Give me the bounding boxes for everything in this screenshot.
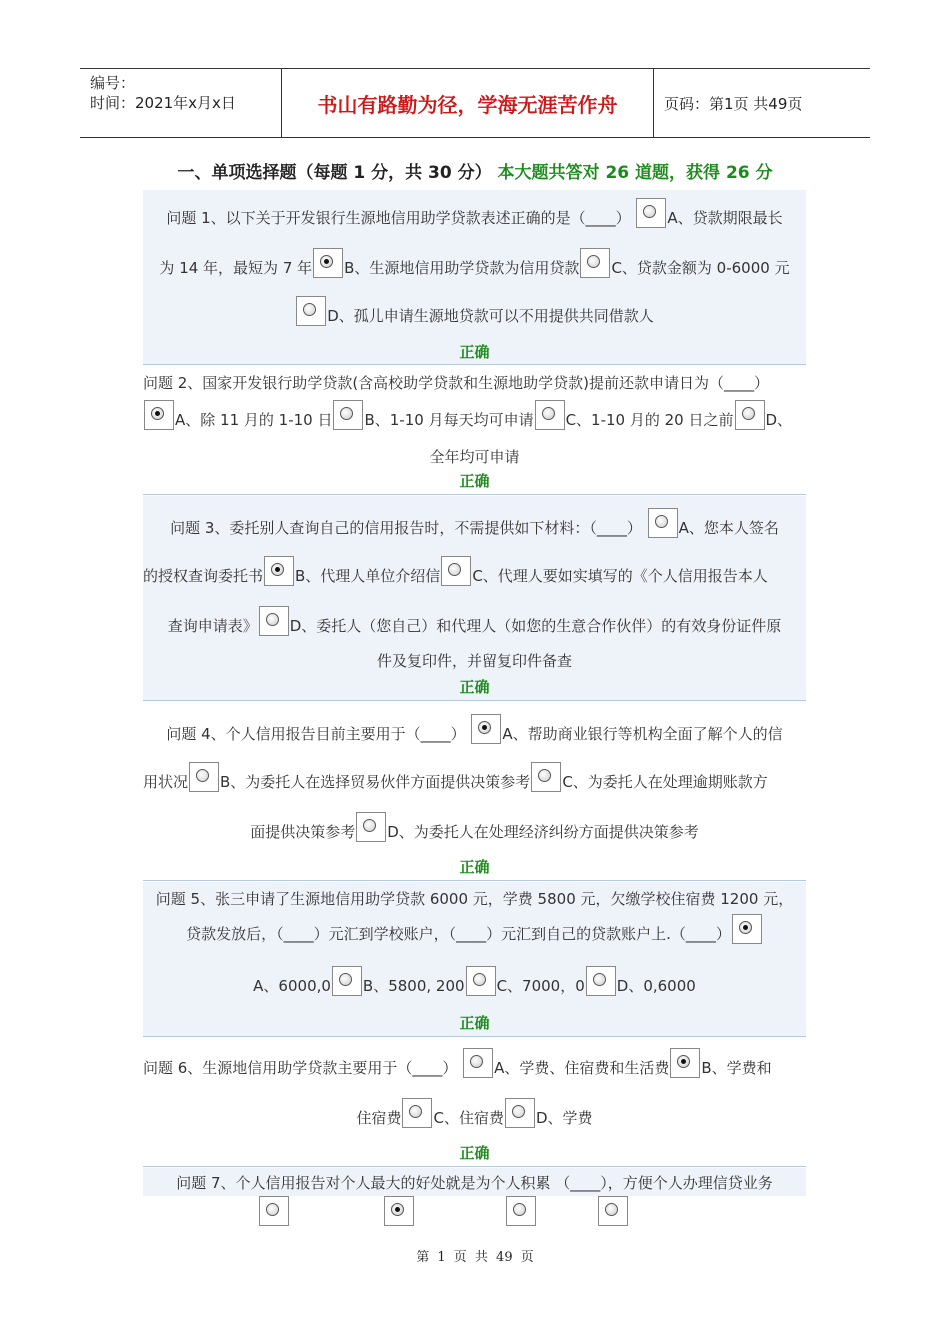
section-heading: 一、单项选择题（每题 1 分，共 30 分） (177, 163, 492, 183)
radio-icon (643, 205, 656, 218)
option-a-label: A、学费、住宿费和生活费 (494, 1059, 670, 1077)
radio-option-d[interactable] (296, 296, 326, 326)
option-b-label: B、学费和 (701, 1059, 772, 1077)
radio-option-c[interactable] (402, 1098, 432, 1128)
question-7-options (143, 1196, 806, 1228)
radio-option-c[interactable] (580, 248, 610, 278)
radio-icon (448, 563, 461, 576)
radio-option-a[interactable] (636, 198, 666, 228)
radio-icon (587, 255, 600, 268)
radio-icon (339, 973, 352, 986)
radio-option-b[interactable] (384, 1196, 414, 1226)
question-text: 问题 3、委托别人查询自己的信用报告时，不需提供如下材料：（____） (170, 519, 642, 537)
option-a-label: A、贷款期限最长 (667, 209, 783, 227)
option-b-label-cont: 住宿费 (356, 1109, 402, 1127)
option-c-label-cont: 面提供决策参考 (250, 823, 356, 841)
section-score-summary: 本大题共答对 26 道题，获得 26 分 (497, 163, 773, 183)
radio-option-a[interactable] (732, 914, 762, 944)
option-a-label-cont: 用状况 (143, 773, 189, 791)
option-c-label-cont: 查询申请表》 (167, 617, 258, 635)
option-d-label: D、学费 (535, 1109, 593, 1127)
radio-icon (473, 973, 486, 986)
radio-icon (513, 1203, 526, 1216)
question-text: 问题 7、个人信用报告对个人最大的好处就是为个人积累 （____），方便个人办理信贷业务 (176, 1174, 773, 1192)
option-c-label: C、住宿费 (433, 1109, 504, 1127)
option-c-label: C、为委托人在处理逾期账款方 (562, 773, 768, 791)
question-4 (143, 702, 806, 880)
option-d-label-cont: 件及复印件，并留复印件备查 (376, 652, 572, 670)
option-b-label: B、代理人单位介绍信 (295, 567, 441, 585)
question-text: 问题 5、张三申请了生源地信用助学贷款 6000 元，学费 5800 元，欠缴学校住宿费 1200 元， (155, 890, 794, 908)
radio-icon (512, 1105, 525, 1118)
option-d-label: D、孤儿申请生源地贷款可以不用提供共同借款人 (327, 307, 654, 325)
radio-icon (470, 1055, 483, 1068)
question-text: 问题 2、国家开发银行助学贷款(含高校助学贷款和生源地助学贷款)提前还款申请日为（____） (143, 374, 770, 392)
result-correct: 正确 (459, 343, 490, 361)
option-a-label: A、6000,0 (253, 977, 331, 995)
question-text: 问题 4、个人信用报告目前主要用于（____） (166, 725, 466, 743)
radio-icon (538, 769, 551, 782)
radio-option-c[interactable] (441, 556, 471, 586)
radio-option-c[interactable] (535, 400, 565, 430)
question-divider (143, 1036, 806, 1037)
option-a-label: A、除 11 月的 1-10 日 (175, 411, 333, 429)
radio-option-b[interactable] (313, 248, 343, 278)
section-title (0, 158, 950, 183)
option-c-label: C、1-10 月的 20 日之前 (565, 411, 734, 429)
radio-icon (271, 563, 284, 576)
radio-option-a[interactable] (259, 1196, 289, 1226)
result-correct: 正确 (459, 858, 490, 876)
question-3 (143, 496, 806, 700)
question-divider (143, 364, 806, 365)
option-d-label: D、为委托人在处理经济纠纷方面提供决策参考 (387, 823, 699, 841)
option-a-label: A、您本人签名 (678, 519, 779, 537)
radio-icon (363, 819, 376, 832)
radio-icon (391, 1203, 404, 1216)
radio-option-d[interactable] (356, 812, 386, 842)
result-correct: 正确 (459, 678, 490, 696)
radio-option-c[interactable] (466, 966, 496, 996)
header-motto: 书山有路勤为径，学海无涯苦作舟 (282, 69, 654, 137)
radio-icon (320, 255, 333, 268)
question-divider (143, 700, 806, 701)
radio-option-a[interactable] (648, 508, 678, 538)
option-b-label: B、5800, 200 (362, 977, 465, 995)
radio-icon (593, 973, 606, 986)
time-label: 时间：2021年x月x日 (90, 94, 236, 112)
radio-icon (196, 769, 209, 782)
number-label: 编号： (90, 74, 136, 92)
radio-icon (303, 303, 316, 316)
question-text: 问题 1、以下关于开发银行生源地信用助学贷款表述正确的是（____） (166, 209, 631, 227)
option-c-label: C、代理人要如实填写的《个人信用报告本人 (472, 567, 768, 585)
question-7 (143, 1168, 806, 1196)
question-1 (143, 190, 806, 364)
option-d-label: D、0,6000 (616, 977, 696, 995)
radio-option-d[interactable] (505, 1098, 535, 1128)
option-d-label: D、委托人（您自己）和代理人（如您的生意合作伙伴）的有效身份证件原 (289, 617, 782, 635)
radio-icon (340, 407, 353, 420)
question-divider (143, 880, 806, 881)
radio-option-d[interactable] (598, 1196, 628, 1226)
radio-icon (409, 1105, 422, 1118)
option-b-label: B、为委托人在选择贸易伙伴方面提供决策参考 (220, 773, 531, 791)
radio-icon (605, 1203, 618, 1216)
radio-option-b[interactable] (189, 762, 219, 792)
option-a-label-cont: 为 14 年，最短为 7 年 (159, 259, 313, 277)
radio-option-c[interactable] (506, 1196, 536, 1226)
question-divider (143, 1166, 806, 1167)
radio-icon (151, 407, 164, 420)
radio-option-b[interactable] (670, 1048, 700, 1078)
header-meta (80, 69, 282, 137)
option-a-label: A、帮助商业银行等机构全面了解个人的信 (502, 725, 783, 743)
radio-option-b[interactable] (332, 966, 362, 996)
radio-icon (478, 721, 491, 734)
radio-option-d[interactable] (586, 966, 616, 996)
question-divider (143, 494, 806, 495)
radio-icon (742, 407, 755, 420)
option-b-label: B、生源地信用助学贷款为信用贷款 (344, 259, 580, 277)
radio-option-b[interactable] (264, 556, 294, 586)
question-text-cont: 贷款发放后，（____）元汇到学校账户，（____）元汇到自己的贷款账户上.（____） (186, 925, 731, 943)
question-2 (143, 366, 806, 494)
option-b-label: B、1-10 月每天均可申请 (364, 411, 534, 429)
radio-option-c[interactable] (531, 762, 561, 792)
result-correct: 正确 (459, 1014, 490, 1032)
question-5 (143, 882, 806, 1036)
option-d-label: D、 (765, 411, 793, 429)
radio-icon (739, 921, 752, 934)
radio-icon (655, 515, 668, 528)
header-page-info: 页码：第1页 共49页 (664, 94, 803, 113)
option-a-label-cont: 的授权查询委托书 (143, 567, 264, 585)
result-correct: 正确 (459, 1144, 490, 1162)
page-footer: 第 1 页 共 49 页 (416, 1250, 534, 1265)
option-d-label-cont: 全年均可申请 (429, 448, 520, 466)
radio-option-b[interactable] (333, 400, 363, 430)
radio-icon (542, 407, 555, 420)
radio-option-a[interactable] (471, 714, 501, 744)
radio-icon (266, 1203, 279, 1216)
document-header (80, 68, 870, 138)
option-c-label: C、贷款金额为 0-6000 元 (611, 259, 790, 277)
radio-icon (677, 1055, 690, 1068)
question-text: 问题 6、生源地信用助学贷款主要用于（____） (143, 1059, 458, 1077)
radio-option-d[interactable] (259, 606, 289, 636)
radio-icon (266, 613, 279, 626)
radio-option-a[interactable] (463, 1048, 493, 1078)
radio-option-a[interactable] (144, 400, 174, 430)
option-c-label: C、7000，0 (496, 977, 585, 995)
question-6 (143, 1038, 806, 1166)
radio-option-d[interactable] (735, 400, 765, 430)
result-correct: 正确 (459, 472, 490, 490)
